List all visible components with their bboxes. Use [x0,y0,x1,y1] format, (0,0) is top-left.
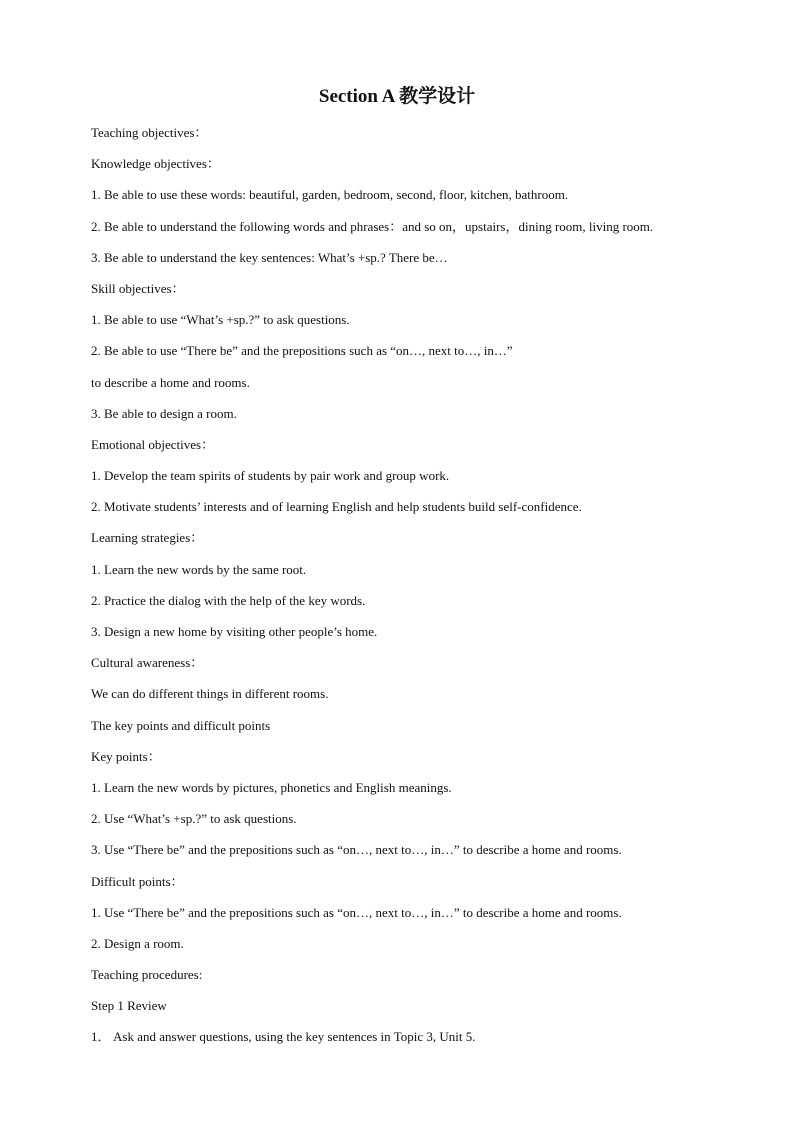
knowledge-item-1: 1. Be able to use these words: beautiful, garden, bedroom, second, floor, kitchen, bathroom. [91,187,569,203]
step-1-review: Step 1 Review [91,998,167,1014]
difficult-point-2: 2. Design a room. [91,935,184,951]
key-point-3: 3. Use “There be” and the prepositions such as “on…, next to…, in…” to describe a home and rooms. [91,842,622,858]
document-body [91,122,741,1058]
heading-emotional-objectives: Emotional objectives： [91,436,215,452]
strategy-item-2: 2. Practice the dialog with the help of the key words. [91,592,366,608]
knowledge-item-2: 2. Be able to understand the following words and phrases：and so on，upstairs，dining room, living room. [91,218,654,234]
strategy-item-3: 3. Design a new home by visiting other people’s home. [91,624,378,639]
heading-skill-objectives: Skill objectives： [91,280,185,296]
cultural-awareness-text: We can do different things in different rooms. [91,686,329,702]
strategy-item-1: 1. Learn the new words by the same root. [91,561,307,577]
heading-key-and-difficult-points: The key points and difficult points [91,717,271,733]
heading-learning-strategies: Learning strategies： [91,530,204,546]
heading-cultural-awareness: Cultural awareness： [91,655,204,671]
heading-key-points: Key points： [91,748,161,764]
skill-item-2: 2. Be able to use “There be” and the prepositions such as “on…, next to…, in…” [91,343,513,359]
emotional-item-1: 1. Develop the team spirits of students by pair work and group work. [91,468,450,484]
heading-difficult-points: Difficult points： [91,873,184,889]
heading-teaching-objectives: Teaching objectives： [91,125,208,140]
key-point-1: 1. Learn the new words by pictures, phonetics and English meanings. [91,779,452,795]
step-1-item-1: 1． Ask and answer questions, using the key sentences in Topic 3, Unit 5. [91,1029,476,1045]
heading-knowledge-objectives: Knowledge objectives： [91,156,220,172]
knowledge-item-3: 3. Be able to understand the key sentences: What’s +sp.? There be… [91,249,448,265]
difficult-point-1: 1. Use “There be” and the prepositions such as “on…, next to…, in…” to describe a home and rooms. [91,904,622,920]
skill-item-1: 1. Be able to use “What’s +sp.?” to ask questions. [91,312,350,328]
skill-item-3: 3. Be able to design a room. [91,405,237,421]
key-point-2: 2. Use “What’s +sp.?” to ask questions. [91,811,297,827]
document-title: Section A 教学设计 [318,86,476,107]
emotional-item-2: 2. Motivate students’ interests and of learning English and help students build self-confidence. [91,499,582,515]
heading-teaching-procedures: Teaching procedures: [91,967,203,983]
skill-item-2-continued: to describe a home and rooms. [91,374,250,390]
